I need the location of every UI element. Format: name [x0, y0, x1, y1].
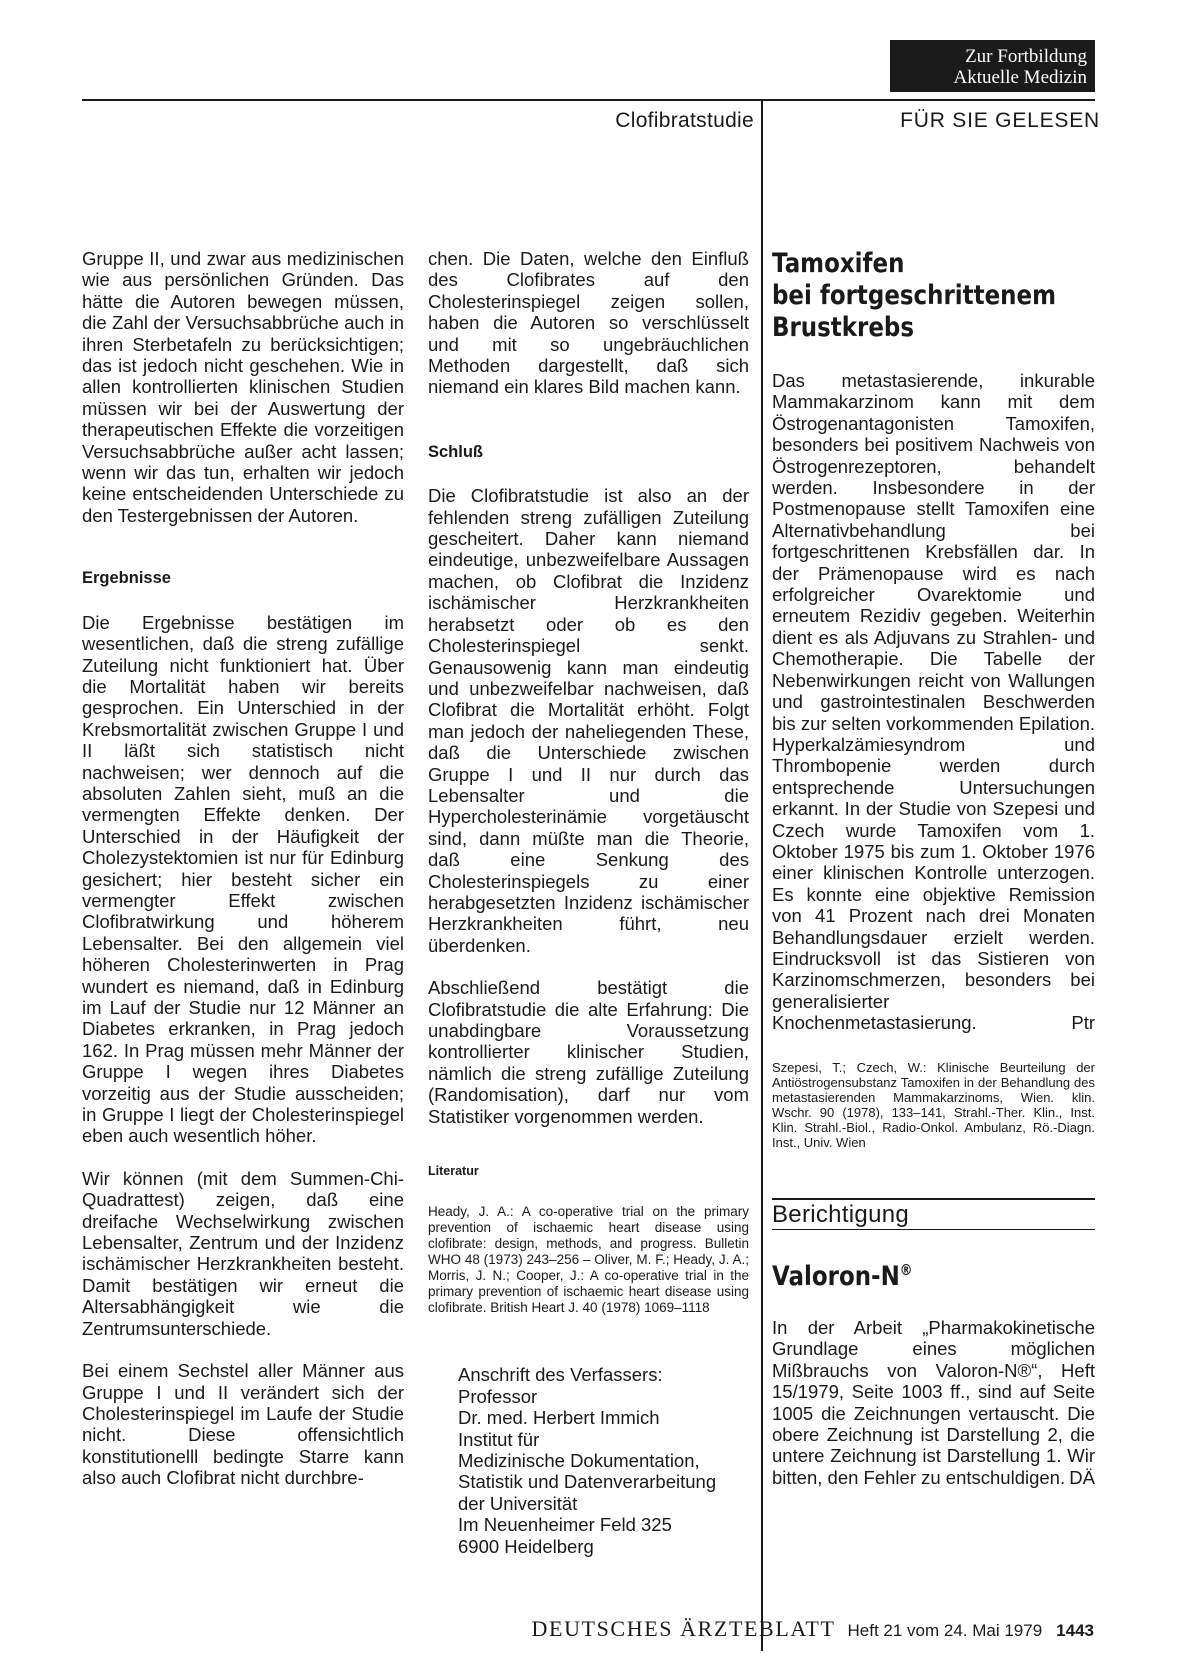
valoron-title [772, 1254, 942, 1293]
top-rule [82, 99, 1095, 101]
page-footer [532, 1616, 1094, 1642]
address-line: 6900 Heidelberg [458, 1535, 594, 1557]
literature-text: Heady, J. A.: A co-operative trial on the primary prevention of ischaemic heart disease using clofibrate: design, methods, and progress. Bulletin WHO 48 (1973) 243–256 – Oliver, M. F.; Heady, J. A.; Morris, J. N.; Cooper, J.: A co-operative trial in the primary prevention of ischaemic heart disease using clofibrate. British Heart J. 40 (1978) 1069–1118 [428, 1204, 749, 1316]
address-line: der Universität [458, 1492, 578, 1514]
issue-info: Heft 21 vom 24. Mai 1979 [847, 1621, 1043, 1640]
address-line: Professor [458, 1385, 538, 1407]
title-line: bei fortgeschrittenem [772, 280, 1057, 311]
title-line: Tamoxifen [772, 248, 905, 279]
valoron-body-text: In der Arbeit „Pharmakokinetische Grundlage eines möglichen Mißbrauchs von Valoron-N®“, Heft 15/1979, Seite 1003 ff., sind auf Seite 1005 die Zeichnungen vertauscht. Die obere Zeichnung ist Darstellung 2, die untere Zeichnung ist Darstellung 1. Wir bitten, den Fehler zu entschuldigen. [772, 1317, 1095, 1488]
valoron-body [772, 1317, 1095, 1488]
literature-heading: Literatur [428, 1164, 479, 1179]
address-line: Medizinische Dokumentation, [458, 1450, 700, 1472]
section-badge [890, 40, 1095, 92]
tamoxifen-body-text: Das metastasierende, inkurable Mammakarzinom kann mit dem Östrogenantagonisten Tamoxifen, besonders bei positivem Nachweis von Östrogenrezeptoren, behandelt werden. Insbesondere in der Postmenopause stellt Tamoxifen eine Alternativbehandlung bei fortgeschrittenen Krebsfällen dar. In der Prämenopause wird es nach erfolgreicher Ovarektomie und erneutem Rezidiv gegeben. Weiterhin dient es als Adjuvans zu Strahlen- und Chemotherapie. Die Tabelle der Nebenwirkungen reicht von Wallungen und gastrointestinalen Beschwerden bis zur selten vorkommenden Epilation. Hyperkalzämiesyndrom und Thrombopenie werden durch entsprechende Untersuchungen erkannt. In der Studie von Szepesi und Czech wurde Tamoxifen vom 1. Oktober 1975 bis zum 1. Oktober 1976 einer klinischen Kontrolle unterzogen. Es konnte eine objektive Remission von 41 Prozent nach drei Monaten Behandlungsdauer erzielt werden. Eindrucksvoll ist das Sistieren von Karzinomschmerzen, besonders bei generalisierter Knochenmetastasierung. [772, 370, 1095, 1034]
author-address [458, 1364, 749, 1557]
column-divider [761, 101, 763, 1651]
section-rule [772, 1198, 1095, 1200]
paragraph: Bei einem Sechstel aller Männer aus Gruppe I und II verändert sich der Cholesterinspiegel im Laufe der Studie nicht. Diese offensichtlich konstitutionelll bedingte Starre kann also auch Clofibrat nicht durchbre- [82, 1360, 404, 1489]
badge-line-2: Aktuelle Medizin [953, 67, 1087, 88]
tamoxifen-body [772, 370, 1095, 1034]
badge-line-1: Zur Fortbildung [965, 46, 1087, 67]
paragraph: Gruppe II, und zwar aus medizinischen wie aus persönlichen Gründen. Das hätte die Autoren bewegen müssen, die Zahl der Versuchsabbrüche auch in ihren Sterbetafeln zu berücksichtigen; das ist jedoch nicht geschehen. Wie in allen kontrollierten klinischen Studien müssen wir bei der Auswertung der therapeutischen Effekte die vorzeitigen Versuchsabbrüche außer acht lassen; wenn wir das tun, erhalten wir jedoch keine entscheidenden Unterschiede zu den Testergebnissen der Autoren. [82, 248, 404, 526]
article-column-1 [82, 248, 404, 1489]
editor-signature: DÄ [1069, 1466, 1095, 1488]
title-line: Brustkrebs [772, 312, 915, 343]
journal-name: DEUTSCHES ÄRZTEBLATT [531, 1616, 836, 1641]
article-column-2 [428, 248, 749, 1557]
address-line: Dr. med. Herbert Immich [458, 1407, 660, 1429]
tamoxifen-title [772, 248, 1095, 344]
address-line: Statistik und Datenverarbeitung [458, 1471, 717, 1493]
paragraph: Die Ergebnisse bestätigen im wesentlichen, daß die streng zufällige Zuteilung nicht funktioniert hat. Über die Mortalität haben wir bereits gesprochen. Ein Unterschied in der Krebsmortalität zwischen Gruppe I und II läßt sich statistisch nicht nachweisen; wer dennoch auf die absoluten Zahlen sieht, muß an die vermengten Effekte denken. Der Unterschied in der Häufigkeit der Cholezystektomien ist nur für Edinburg gesichert; hier besteht sicher ein vermengter Effekt zwischen Clofibratwirkung und höherem Lebensalter. Bei den allgemein viel höheren Cholesterinwerten in Prag wundert es niemand, daß in Edinburg im Lauf der Studie nur 12 Männer an Diabetes erkranken, in Prag jedoch 162. In Prag müssen mehr Männer der Gruppe I wegen ihres Diabetes vorzeitig aus der Studie ausscheiden; in Gruppe I liegt der Cholesterinspiegel eben auch wesentlich höher. [82, 611, 404, 1147]
paragraph: chen. Die Daten, welche den Einfluß des Clofibrates auf den Cholesterinspiegel zeigen sollen, haben die Autoren so verschlüsselt und mit so ungebräuchlichen Methoden dargestellt, daß sich niemand ein klares Bild machen kann. [428, 248, 749, 398]
page-number: 1443 [1056, 1621, 1094, 1640]
address-line: Im Neuenheimer Feld 325 [458, 1514, 672, 1536]
address-line: Institut für [458, 1428, 540, 1450]
registered-mark: ® [899, 1261, 913, 1279]
paragraph: Die Clofibratstudie ist also an der fehlenden streng zufälligen Zuteilung gescheitert. Daher kann niemand eindeutige, unbezweifelbare Aussagen machen, ob Clofibrat die Inzidenz ischämischer Herzkrankheiten herabsetzt oder ob es den Cholesterinspiegel senkt. Genausowenig kann man eindeutig und unbezweifelbar nachweisen, daß Clofibrat die Mortalität erhöht. Folgt man jedoch der naheliegenden These, daß die Unterschiede zwischen Gruppe I und II nur durch das Lebensalter und die Hypercholesterinämie vorgetäuscht sind, dann müßte man die Theorie, daß eine Senkung des Cholesterinspiegels zu einer herabgesetzten Inzidenz ischämischer Herzkrankheiten führt, neu überdenken. [428, 485, 749, 956]
berichtigung-heading: Berichtigung [772, 1200, 910, 1228]
valoron-title-text: Valoron-N [772, 1261, 900, 1292]
paragraph: Abschließend bestätigt die Clofibratstudie die alte Erfahrung: Die unabdingbare Voraussetzung kontrollierter klinischer Studien, nämlich die streng zufällige Zuteilung (Randomisation), darf nur vom Statistiker vorgenommen werden. [428, 977, 749, 1127]
article-column-3 [772, 248, 1095, 1488]
paragraph: Wir können (mit dem Summen-Chi-Quadrattest) zeigen, daß eine dreifache Wechselwirkung zwischen Lebensalter, Zentrum und der Inzidenz ischämischer Herzkrankheiten besteht. Damit bestätigen wir erneut die Altersabhängigkeit wie die Zentrumsunterschiede. [82, 1167, 404, 1339]
section-heading-schluss: Schluß [428, 442, 484, 461]
section-rule-thin [772, 1229, 1095, 1230]
address-line: Anschrift des Verfassers: [458, 1364, 663, 1386]
running-head-right: FÜR SIE GELESEN [900, 109, 1100, 132]
author-signature: Ptr [1071, 1012, 1095, 1034]
section-heading-ergebnisse: Ergebnisse [82, 569, 171, 588]
running-head-left: Clofibratstudie [615, 109, 754, 132]
tamoxifen-reference: Szepesi, T.; Czech, W.: Klinische Beurteilung der Antiöstrogensubstanz Tamoxifen in der Behandlung des metastasierenden Mammakarzinoms, Wien. klin. Wschr. 90 (1978), 133–141, Strahl.-Ther. Klin., Inst. Klin. Strahl.-Biol., Radio-Onkol. Ambulanz, Rö.-Diagn. Inst., Univ. Wien [772, 1059, 1095, 1150]
